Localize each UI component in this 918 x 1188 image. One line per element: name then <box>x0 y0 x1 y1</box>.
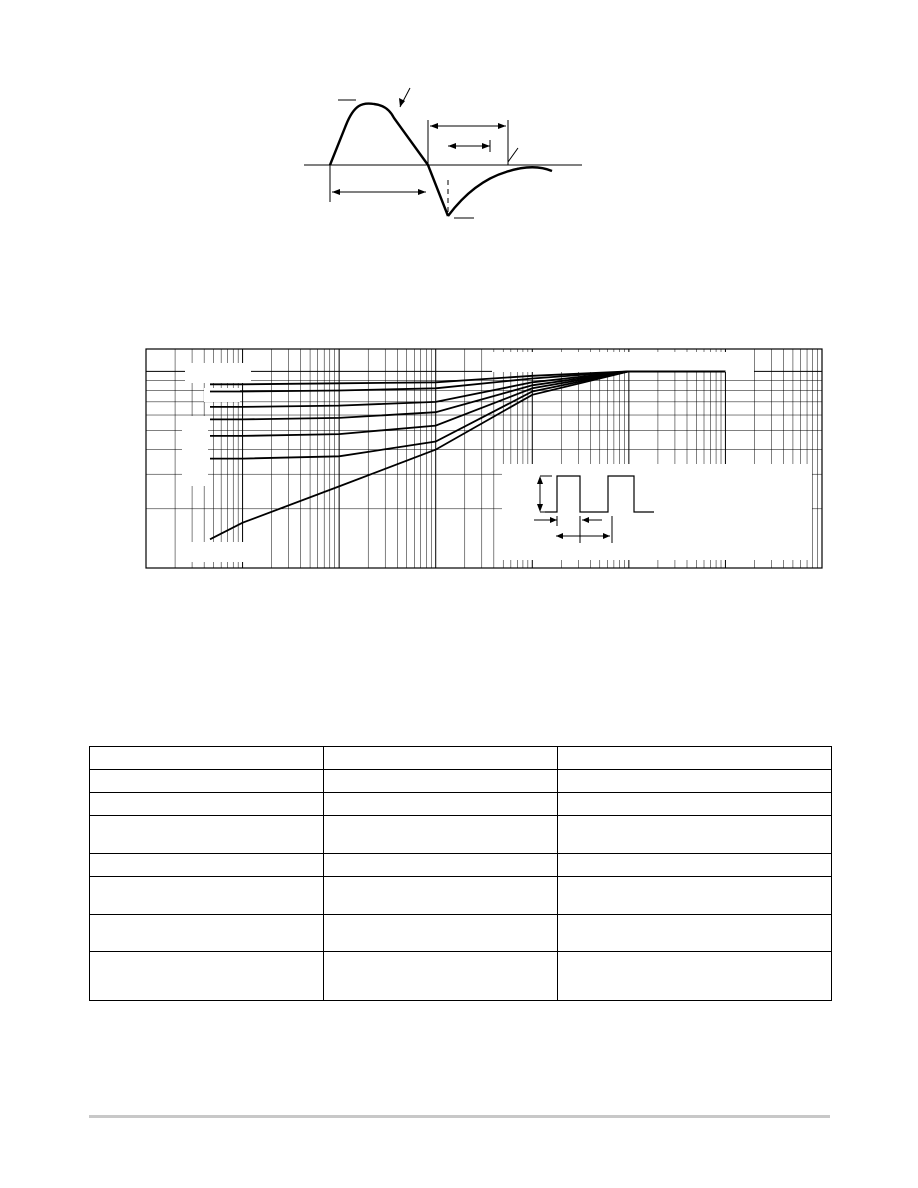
table-cell <box>324 793 558 816</box>
label-block-3 <box>182 416 208 486</box>
dimension-lower-arrow-right <box>418 189 426 195</box>
table-cell <box>558 747 832 770</box>
waveform-recovery-asymptote <box>448 168 518 216</box>
table-cell <box>558 770 832 793</box>
table-row <box>90 952 832 1001</box>
dimension-middle-arrow-left <box>448 143 456 149</box>
table-cell <box>324 915 558 952</box>
table-cell <box>324 877 558 915</box>
table-row <box>90 770 832 793</box>
dimension-middle-arrow-right <box>482 143 490 149</box>
recovery-leader <box>508 148 518 162</box>
table-cell <box>90 952 324 1001</box>
label-block-4 <box>180 542 260 562</box>
table-cell <box>558 816 832 854</box>
table-row <box>90 793 832 816</box>
waveform-forward-pulse <box>330 103 448 216</box>
dimension-lower-arrow-left <box>332 189 340 195</box>
table-cell <box>324 747 558 770</box>
table-cell <box>324 952 558 1001</box>
table-cell <box>90 747 324 770</box>
table-row <box>90 877 832 915</box>
table-cell <box>90 816 324 854</box>
table-cell <box>90 770 324 793</box>
footer-rule <box>89 1115 830 1118</box>
table-cell <box>90 854 324 877</box>
waveform-diagram <box>296 80 596 230</box>
table-cell <box>558 793 832 816</box>
table-cell <box>324 770 558 793</box>
dimension-upper-arrow-right <box>498 123 506 129</box>
table-cell <box>558 952 832 1001</box>
table-row <box>90 854 832 877</box>
table-cell <box>558 854 832 877</box>
dimension-upper-arrow-left <box>430 123 438 129</box>
table-cell <box>324 816 558 854</box>
label-block-top <box>492 352 754 372</box>
data-table <box>89 746 832 1001</box>
table-cell <box>90 793 324 816</box>
table-cell <box>324 854 558 877</box>
thermal-response-chart <box>140 346 830 576</box>
table-cell <box>90 877 324 915</box>
table-cell <box>558 877 832 915</box>
table-row <box>90 816 832 854</box>
table-row <box>90 747 832 770</box>
table-row <box>90 915 832 952</box>
label-block-2 <box>204 388 240 402</box>
table-cell <box>558 915 832 952</box>
table-cell <box>90 915 324 952</box>
label-block-1 <box>185 363 251 383</box>
